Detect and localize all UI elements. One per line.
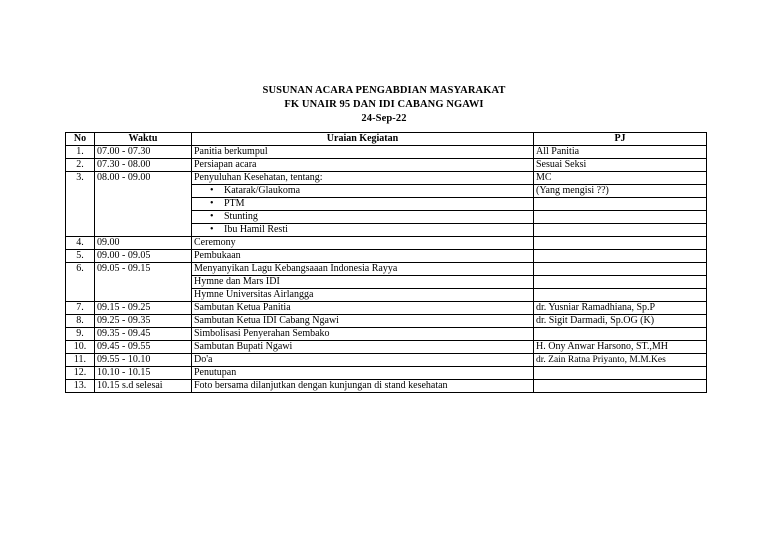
header-uraian: Uraian Kegiatan bbox=[192, 133, 534, 146]
cell-pj: Sesuai Seksi bbox=[534, 159, 707, 172]
cell-uraian: Penutupan bbox=[192, 367, 534, 380]
table-row bbox=[66, 198, 707, 211]
cell-uraian: Panitia berkumpul bbox=[192, 146, 534, 159]
cell-pj bbox=[534, 224, 707, 237]
table-row bbox=[66, 289, 707, 302]
bullet-item: • Katarak/Glaukoma bbox=[192, 185, 534, 198]
cell-pj: (Yang mengisi ??) bbox=[534, 185, 707, 198]
bullet-item: • PTM bbox=[192, 198, 534, 211]
cell-no: 7. bbox=[66, 302, 95, 315]
cell-no bbox=[66, 198, 95, 211]
bullet-item: • Ibu Hamil Resti bbox=[192, 224, 534, 237]
cell-uraian: Hymne Universitas Airlangga bbox=[192, 289, 534, 302]
cell-pj: dr. Yusniar Ramadhiana, Sp.P bbox=[534, 302, 707, 315]
cell-pj bbox=[534, 250, 707, 263]
cell-no bbox=[66, 224, 95, 237]
cell-pj bbox=[534, 367, 707, 380]
table-row bbox=[66, 367, 707, 380]
table-row bbox=[66, 159, 707, 172]
table-row bbox=[66, 328, 707, 341]
cell-pj: All Panitia bbox=[534, 146, 707, 159]
table-row bbox=[66, 185, 707, 198]
table-row bbox=[66, 172, 707, 185]
cell-pj bbox=[534, 289, 707, 302]
title-line-2: FK UNAIR 95 DAN IDI CABANG NGAWI bbox=[284, 99, 484, 110]
cell-waktu: 09.00 - 09.05 bbox=[95, 250, 192, 263]
cell-waktu bbox=[95, 185, 192, 198]
cell-pj: H. Ony Anwar Harsono, ST.,MH bbox=[534, 341, 707, 354]
cell-no: 13. bbox=[66, 380, 95, 393]
cell-no: 5. bbox=[66, 250, 95, 263]
cell-waktu: 07.30 - 08.00 bbox=[95, 159, 192, 172]
cell-uraian: Penyuluhan Kesehatan, tentang: bbox=[192, 172, 534, 185]
cell-no bbox=[66, 185, 95, 198]
cell-waktu bbox=[95, 224, 192, 237]
cell-waktu: 10.10 - 10.15 bbox=[95, 367, 192, 380]
table-row bbox=[66, 250, 707, 263]
header-no: No bbox=[66, 133, 95, 146]
table-header-row bbox=[66, 133, 707, 146]
table-row bbox=[66, 237, 707, 250]
cell-uraian: Sambutan Bupati Ngawi bbox=[192, 341, 534, 354]
cell-no bbox=[66, 289, 95, 302]
cell-pj: dr. Zain Ratna Priyanto, M.M.Kes bbox=[534, 354, 707, 367]
cell-pj bbox=[534, 263, 707, 276]
header-waktu: Waktu bbox=[95, 133, 192, 146]
cell-pj bbox=[534, 198, 707, 211]
cell-waktu: 07.00 - 07.30 bbox=[95, 146, 192, 159]
cell-no bbox=[66, 211, 95, 224]
cell-waktu: 09.35 - 09.45 bbox=[95, 328, 192, 341]
cell-uraian: Menyanyikan Lagu Kebangsaaan Indonesia Rayya bbox=[192, 263, 534, 276]
table-row bbox=[66, 263, 707, 276]
table-row bbox=[66, 146, 707, 159]
cell-no: 3. bbox=[66, 172, 95, 185]
cell-waktu bbox=[95, 276, 192, 289]
cell-uraian: Foto bersama dilanjutkan dengan kunjungan di stand kesehatan bbox=[192, 380, 534, 393]
cell-waktu: 09.05 - 09.15 bbox=[95, 263, 192, 276]
cell-uraian: Persiapan acara bbox=[192, 159, 534, 172]
cell-uraian: Do'a bbox=[192, 354, 534, 367]
cell-pj bbox=[534, 211, 707, 224]
header-pj: PJ bbox=[534, 133, 707, 146]
table-row bbox=[66, 380, 707, 393]
title-line-1: SUSUNAN ACARA PENGABDIAN MASYARAKAT bbox=[262, 85, 506, 96]
cell-waktu: 10.15 s.d selesai bbox=[95, 380, 192, 393]
cell-waktu: 09.00 bbox=[95, 237, 192, 250]
table-row bbox=[66, 341, 707, 354]
bullet-item: • Stunting bbox=[192, 211, 534, 224]
cell-waktu: 09.25 - 09.35 bbox=[95, 315, 192, 328]
cell-no: 10. bbox=[66, 341, 95, 354]
table-row bbox=[66, 276, 707, 289]
cell-uraian: Sambutan Ketua Panitia bbox=[192, 302, 534, 315]
cell-pj: dr. Sigit Darmadi, Sp.OG (K) bbox=[534, 315, 707, 328]
cell-no: 1. bbox=[66, 146, 95, 159]
cell-no: 6. bbox=[66, 263, 95, 276]
cell-pj bbox=[534, 276, 707, 289]
cell-no: 11. bbox=[66, 354, 95, 367]
cell-waktu: 09.45 - 09.55 bbox=[95, 341, 192, 354]
cell-uraian: Ceremony bbox=[192, 237, 534, 250]
table-row bbox=[66, 224, 707, 237]
cell-pj bbox=[534, 237, 707, 250]
document-header bbox=[0, 84, 768, 126]
cell-waktu: 09.15 - 09.25 bbox=[95, 302, 192, 315]
cell-uraian: Simbolisasi Penyerahan Sembako bbox=[192, 328, 534, 341]
cell-waktu bbox=[95, 289, 192, 302]
cell-no: 9. bbox=[66, 328, 95, 341]
table-row bbox=[66, 302, 707, 315]
cell-no: 8. bbox=[66, 315, 95, 328]
date-line: 24-Sep-22 bbox=[361, 113, 407, 124]
cell-no: 12. bbox=[66, 367, 95, 380]
schedule-table bbox=[65, 132, 707, 393]
cell-uraian: Pembukaan bbox=[192, 250, 534, 263]
cell-waktu: 09.55 - 10.10 bbox=[95, 354, 192, 367]
cell-no: 4. bbox=[66, 237, 95, 250]
cell-no: 2. bbox=[66, 159, 95, 172]
cell-pj: MC bbox=[534, 172, 707, 185]
cell-waktu bbox=[95, 198, 192, 211]
cell-no bbox=[66, 276, 95, 289]
table-row bbox=[66, 315, 707, 328]
cell-uraian: Sambutan Ketua IDI Cabang Ngawi bbox=[192, 315, 534, 328]
cell-pj bbox=[534, 380, 707, 393]
table-row bbox=[66, 354, 707, 367]
cell-pj bbox=[534, 328, 707, 341]
cell-waktu bbox=[95, 211, 192, 224]
cell-waktu: 08.00 - 09.00 bbox=[95, 172, 192, 185]
cell-uraian: Hymne dan Mars IDI bbox=[192, 276, 534, 289]
table-row bbox=[66, 211, 707, 224]
